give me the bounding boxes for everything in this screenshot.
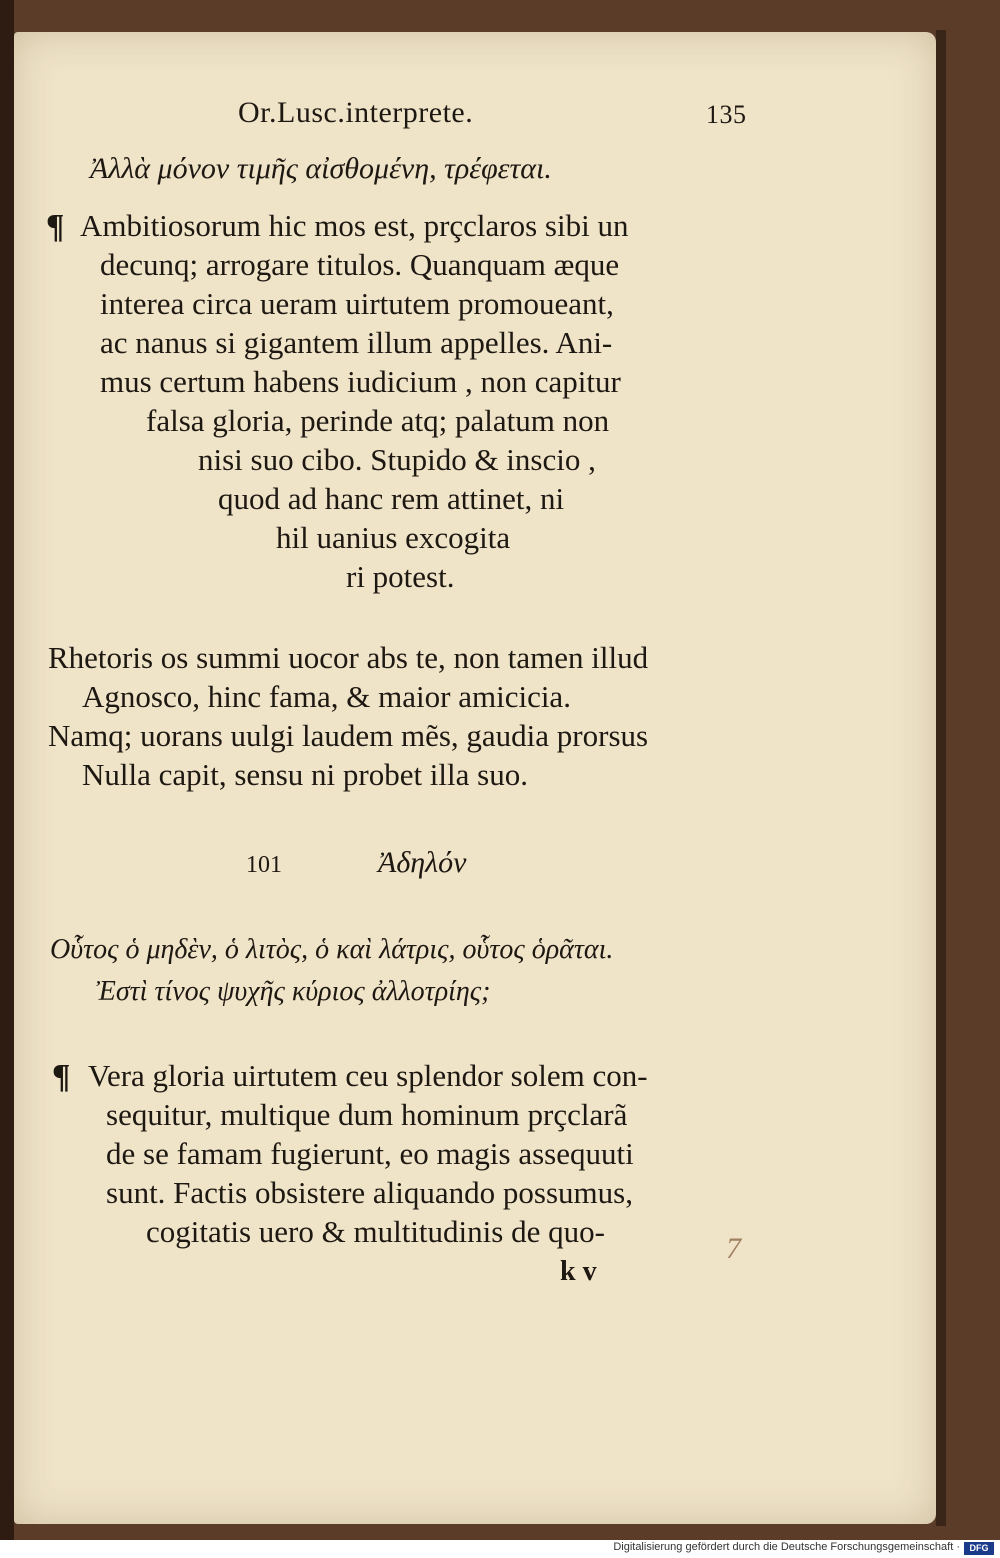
prose-line: hil uanius excogita [276, 520, 511, 555]
prose-line: Vera gloria uirtutem ceu splendor solem con- [88, 1058, 648, 1093]
greek-line: Ἀλλὰ μόνον τιμῆς αἰσθομένη, τρέφεται. [90, 152, 552, 185]
pilcrow-mark: ¶ [52, 1058, 71, 1095]
prose-line: nisi suo cibo. Stupido & inscio , [198, 442, 596, 477]
greek-verse-line: Οὗτος ὁ μηδὲν, ὁ λιτὸς, ὁ καὶ λάτρις, οὗτος ὁρᾶται. [50, 934, 614, 965]
prose-line: quod ad hanc rem attinet, ni [218, 481, 565, 516]
prose-line: sunt. Factis obsistere aliquando possumus, [106, 1175, 633, 1210]
page-number: 135 [706, 100, 747, 129]
prose-line: sequitur, multique dum hominum prçclarã [106, 1097, 628, 1132]
page-edge [936, 30, 946, 1526]
dfg-logo: DFG [964, 1542, 994, 1555]
prose-line: cogitatis uero & multitudinis de quo- [146, 1214, 605, 1249]
signature-mark: k v [560, 1256, 597, 1287]
prose-line: de se famam fugierunt, eo magis assequuti [106, 1136, 634, 1171]
footer-bar [0, 1540, 1000, 1558]
prose-line: Ambitiosorum hic mos est, prçclaros sibi un [80, 208, 629, 243]
verse-line: Namq; uorans uulgi laudem mẽs, gaudia prorsus [48, 718, 649, 753]
margin-annotation: 7 [726, 1232, 741, 1265]
prose-line: ri potest. [346, 559, 455, 594]
verse-line: Nulla capit, sensu ni probet illa suo. [82, 757, 528, 792]
footer-credit: Digitalisierung gefördert durch die Deutsche Forschungsgemeinschaft · [613, 1541, 960, 1553]
epigram-number: 101 [246, 852, 282, 878]
verse-line: Rhetoris os summi uocor abs te, non tamen illud [48, 640, 649, 675]
book-spine [0, 0, 14, 1540]
verse-line: Agnosco, hinc fama, & maior amicicia. [82, 679, 571, 714]
pilcrow-mark: ¶ [46, 208, 65, 245]
epigram-title: Ἀδηλόν [378, 846, 467, 879]
prose-line: ac nanus si gigantem illum appelles. Ani- [100, 325, 613, 360]
running-head: Or.Lusc.interprete. [238, 96, 474, 129]
prose-line: interea circa ueram uirtutem promoueant, [100, 286, 614, 321]
prose-line: mus certum habens iudicium , non capitur [100, 364, 621, 399]
prose-line: decunq; arrogare titulos. Quanquam æque [100, 247, 620, 282]
prose-line: falsa gloria, perinde atq; palatum non [146, 403, 610, 438]
greek-verse-line: Ἐστὶ τίνος ψυχῆς κύριος ἀλλοτρίης; [96, 976, 491, 1007]
